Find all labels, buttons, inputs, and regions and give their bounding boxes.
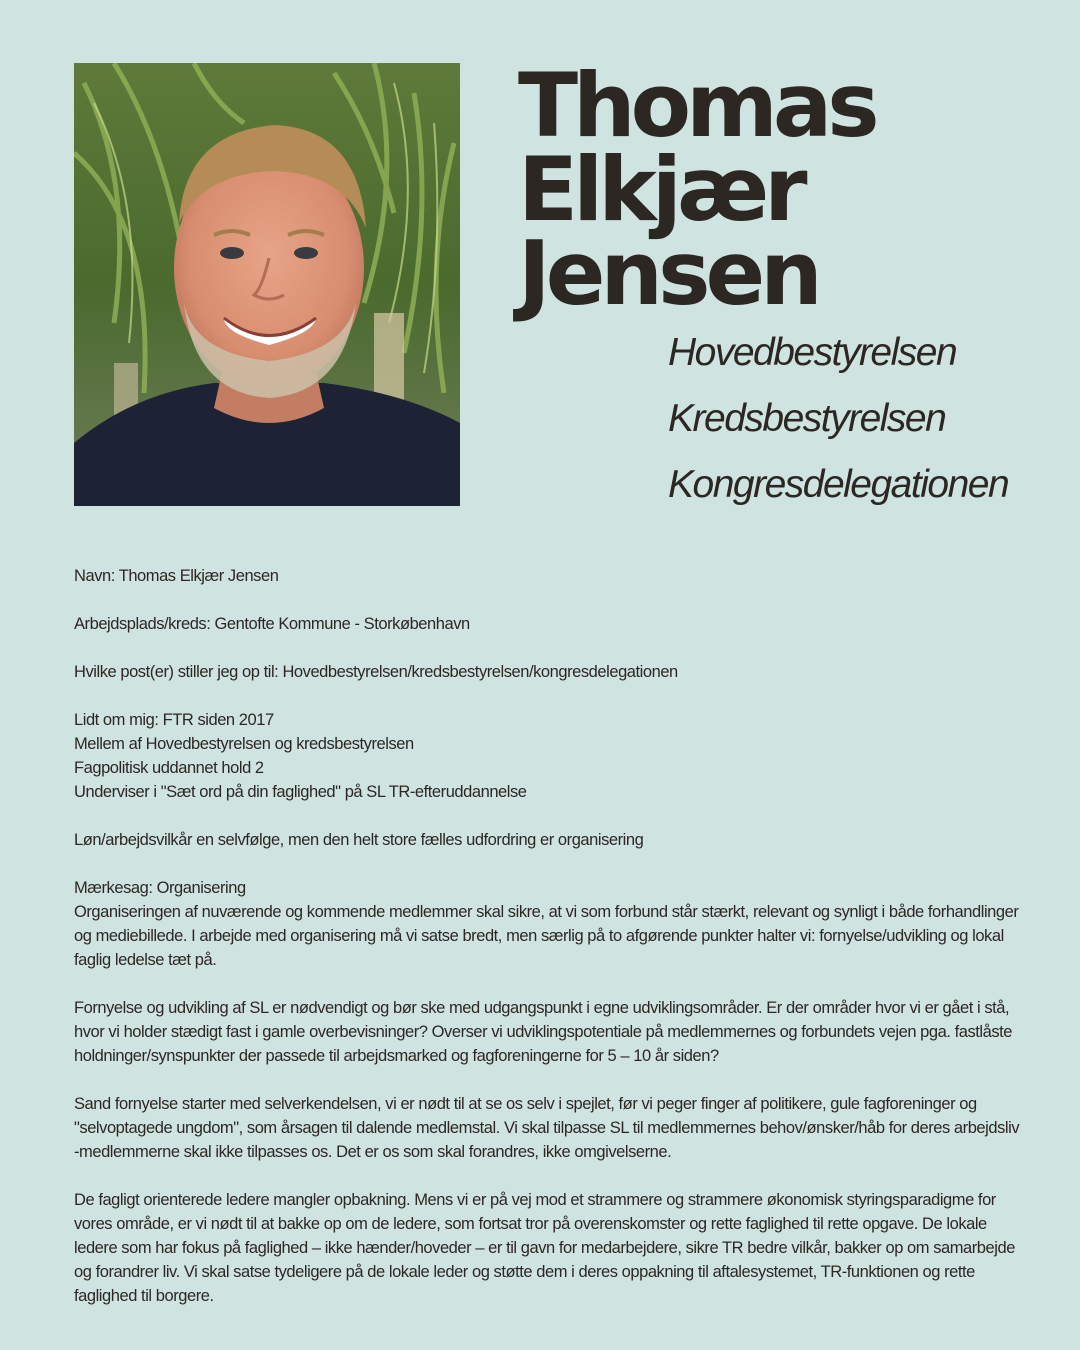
navn-line: Navn: Thomas Elkjær Jensen [74,567,279,585]
roles-list [668,320,1008,518]
role-kredsbestyrelsen: Kredsbestyrelsen [668,397,946,440]
arbejdsplads-line: Arbejdsplads/kreds: Gentofte Kommune - Storkøbenhavn [74,615,470,633]
maerkesag-title: Mærkesag: Organisering [74,879,246,897]
om-mig-line: Lidt om mig: FTR siden 2017 [74,711,274,729]
om-mig-line: Mellem af Hovedbestyrelsen og kredsbestyrelsen [74,735,414,753]
portrait-illustration [74,63,460,506]
ledere-paragraph: De fagligt orienterede ledere mangler opbakning. Mens vi er på vej mod et strammere og strammere økonomisk styringsparadigme for vores område, er vi nødt til at bakke op om de ledere, som fortsat tror på overenskomster og rette faglighed til rette opgave. De lokale ledere som har fokus på faglighed – ikke hænder/hoveder – er til gavn for medarbejdere, sikre TR bedre vilkår, bakker op om samarbejde og forandrer liv. Vi skal satse tydeligere på de lokale leder og støtte dem i deres oppakning til aftalesystemet, TR-funktionen og rette faglighed til borgere. [74,1191,1015,1305]
om-mig-line: Underviser i "Sæt ord på din faglighed" på SL TR-efteruddannelse [74,783,527,801]
name-line-last: Jensen [518,222,818,325]
name-line-first: Thomas [518,54,875,157]
portrait-photo [74,63,460,506]
candidate-name [518,54,875,325]
om-mig-block [74,708,1024,804]
role-hovedbestyrelsen: Hovedbestyrelsen [668,331,957,374]
sand-fornyelse-paragraph: Sand fornyelse starter med selverkendelsen, vi er nødt til at se os selv i spejlet, før vi peger finger af politikere, gule fagforeninger og "selvoptagede ungdom", som årsagen til dalende medlemstal. Vi skal tilpasse SL til medlemmernes behov/ønsker/håb for deres arbejdsliv -medlemmerne skal ikke tilpasses os. Det er os som skal forandres, ikke omgivelserne. [74,1095,1020,1161]
fornyelse-paragraph: Fornyelse og udvikling af SL er nødvendigt og bør ske med udgangspunkt i egne udviklingsområder. Er der områder hvor vi er gået i stå, hvor vi holder stædigt fast i gamle overbevisninger? Overser vi udviklingspotentiale på medlemmernes og forbundets vejen pga. fastlåste holdninger/synspunkter der passede til arbejdsmarked og fagforeningerne for 5 – 10 år siden? [74,999,1013,1065]
poster-line: Hvilke post(er) stiller jeg op til: Hovedbestyrelsen/kredsbestyrelsen/kongresdelegationen [74,663,678,681]
name-line-middle: Elkjær [518,138,803,241]
maerkesag-block [74,876,1024,972]
om-mig-line: Fagpolitisk uddannet hold 2 [74,759,264,777]
candidate-description [74,564,1024,1308]
role-kongresdelegationen: Kongresdelegationen [668,463,1009,506]
loen-line: Løn/arbejdsvilkår en selvfølge, men den helt store fælles udfordring er organisering [74,831,644,849]
maerkesag-text: Organiseringen af nuværende og kommende medlemmer skal sikre, at vi som forbund står stærkt, relevant og synligt i både forhandlinger og mediebillede. I arbejde med organisering må vi satse bredt, men særlig på to afgørende punkter halter vi: fornyelse/udvikling og lokal faglig ledelse tæt på. [74,903,1019,969]
